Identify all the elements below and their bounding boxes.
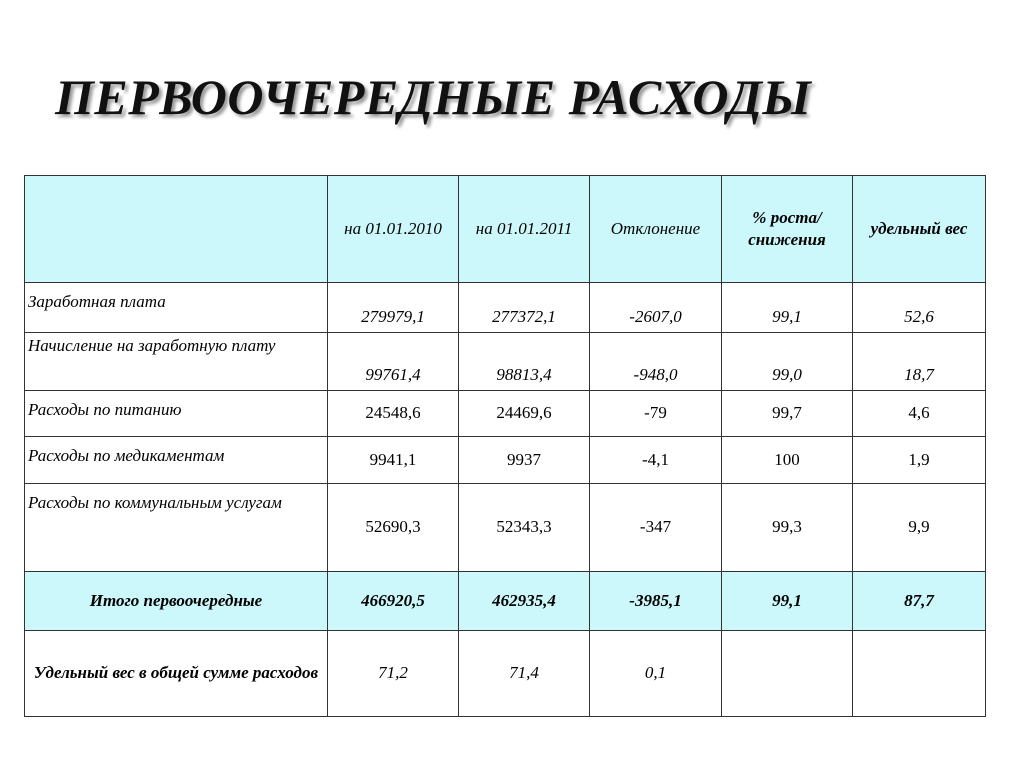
row-label: Расходы по медикаментам: [25, 437, 328, 484]
cell-growth-percent: 99,1: [722, 283, 853, 333]
row-label: Расходы по питанию: [25, 391, 328, 437]
header-share-weight: удельный вес: [853, 176, 986, 283]
cell-growth-percent: 99,0: [722, 333, 853, 391]
total-label: Итого первоочередные: [25, 572, 328, 631]
share-growth-percent: [722, 631, 853, 717]
share-2011: 71,4: [459, 631, 590, 717]
row-label: Начисление на заработную плату: [25, 333, 328, 391]
cell-deviation: -2607,0: [590, 283, 722, 333]
total-growth-percent: 99,1: [722, 572, 853, 631]
expenses-table: [24, 175, 986, 717]
header-corner-cell: [25, 176, 328, 283]
header-2011: на 01.01.2011: [459, 176, 590, 283]
total-2011: 462935,4: [459, 572, 590, 631]
cell-growth-percent: 99,7: [722, 391, 853, 437]
total-share-weight: 87,7: [853, 572, 986, 631]
table-row: [25, 437, 986, 484]
cell-share-weight: 1,9: [853, 437, 986, 484]
cell-2011: 52343,3: [459, 484, 590, 572]
cell-2010: 52690,3: [328, 484, 459, 572]
share-2010: 71,2: [328, 631, 459, 717]
share-row: [25, 631, 986, 717]
cell-deviation: -4,1: [590, 437, 722, 484]
cell-growth-percent: 99,3: [722, 484, 853, 572]
total-2010: 466920,5: [328, 572, 459, 631]
table-row: [25, 391, 986, 437]
cell-2010: 99761,4: [328, 333, 459, 391]
cell-deviation: -948,0: [590, 333, 722, 391]
cell-2010: 9941,1: [328, 437, 459, 484]
cell-2011: 98813,4: [459, 333, 590, 391]
row-label: Заработная плата: [25, 283, 328, 333]
header-deviation: Отклонение: [590, 176, 722, 283]
cell-share-weight: 52,6: [853, 283, 986, 333]
cell-share-weight: 18,7: [853, 333, 986, 391]
cell-share-weight: 9,9: [853, 484, 986, 572]
share-share-weight: [853, 631, 986, 717]
table-header-row: [25, 176, 986, 283]
cell-2011: 277372,1: [459, 283, 590, 333]
cell-2010: 24548,6: [328, 391, 459, 437]
header-growth-percent: % роста/снижения: [722, 176, 853, 283]
cell-share-weight: 4,6: [853, 391, 986, 437]
table-row: [25, 484, 986, 572]
row-label: Расходы по коммунальным услугам: [25, 484, 328, 572]
cell-2011: 24469,6: [459, 391, 590, 437]
cell-2011: 9937: [459, 437, 590, 484]
cell-growth-percent: 100: [722, 437, 853, 484]
table-row: [25, 333, 986, 391]
share-label: Удельный вес в общей сумме расходов: [25, 631, 328, 717]
header-2010: на 01.01.2010: [328, 176, 459, 283]
total-deviation: -3985,1: [590, 572, 722, 631]
total-row: [25, 572, 986, 631]
cell-deviation: -347: [590, 484, 722, 572]
cell-deviation: -79: [590, 391, 722, 437]
share-deviation: 0,1: [590, 631, 722, 717]
page-title: ПЕРВООЧЕРЕДНЫЕ РАСХОДЫ: [55, 69, 812, 125]
cell-2010: 279979,1: [328, 283, 459, 333]
table-row: [25, 283, 986, 333]
